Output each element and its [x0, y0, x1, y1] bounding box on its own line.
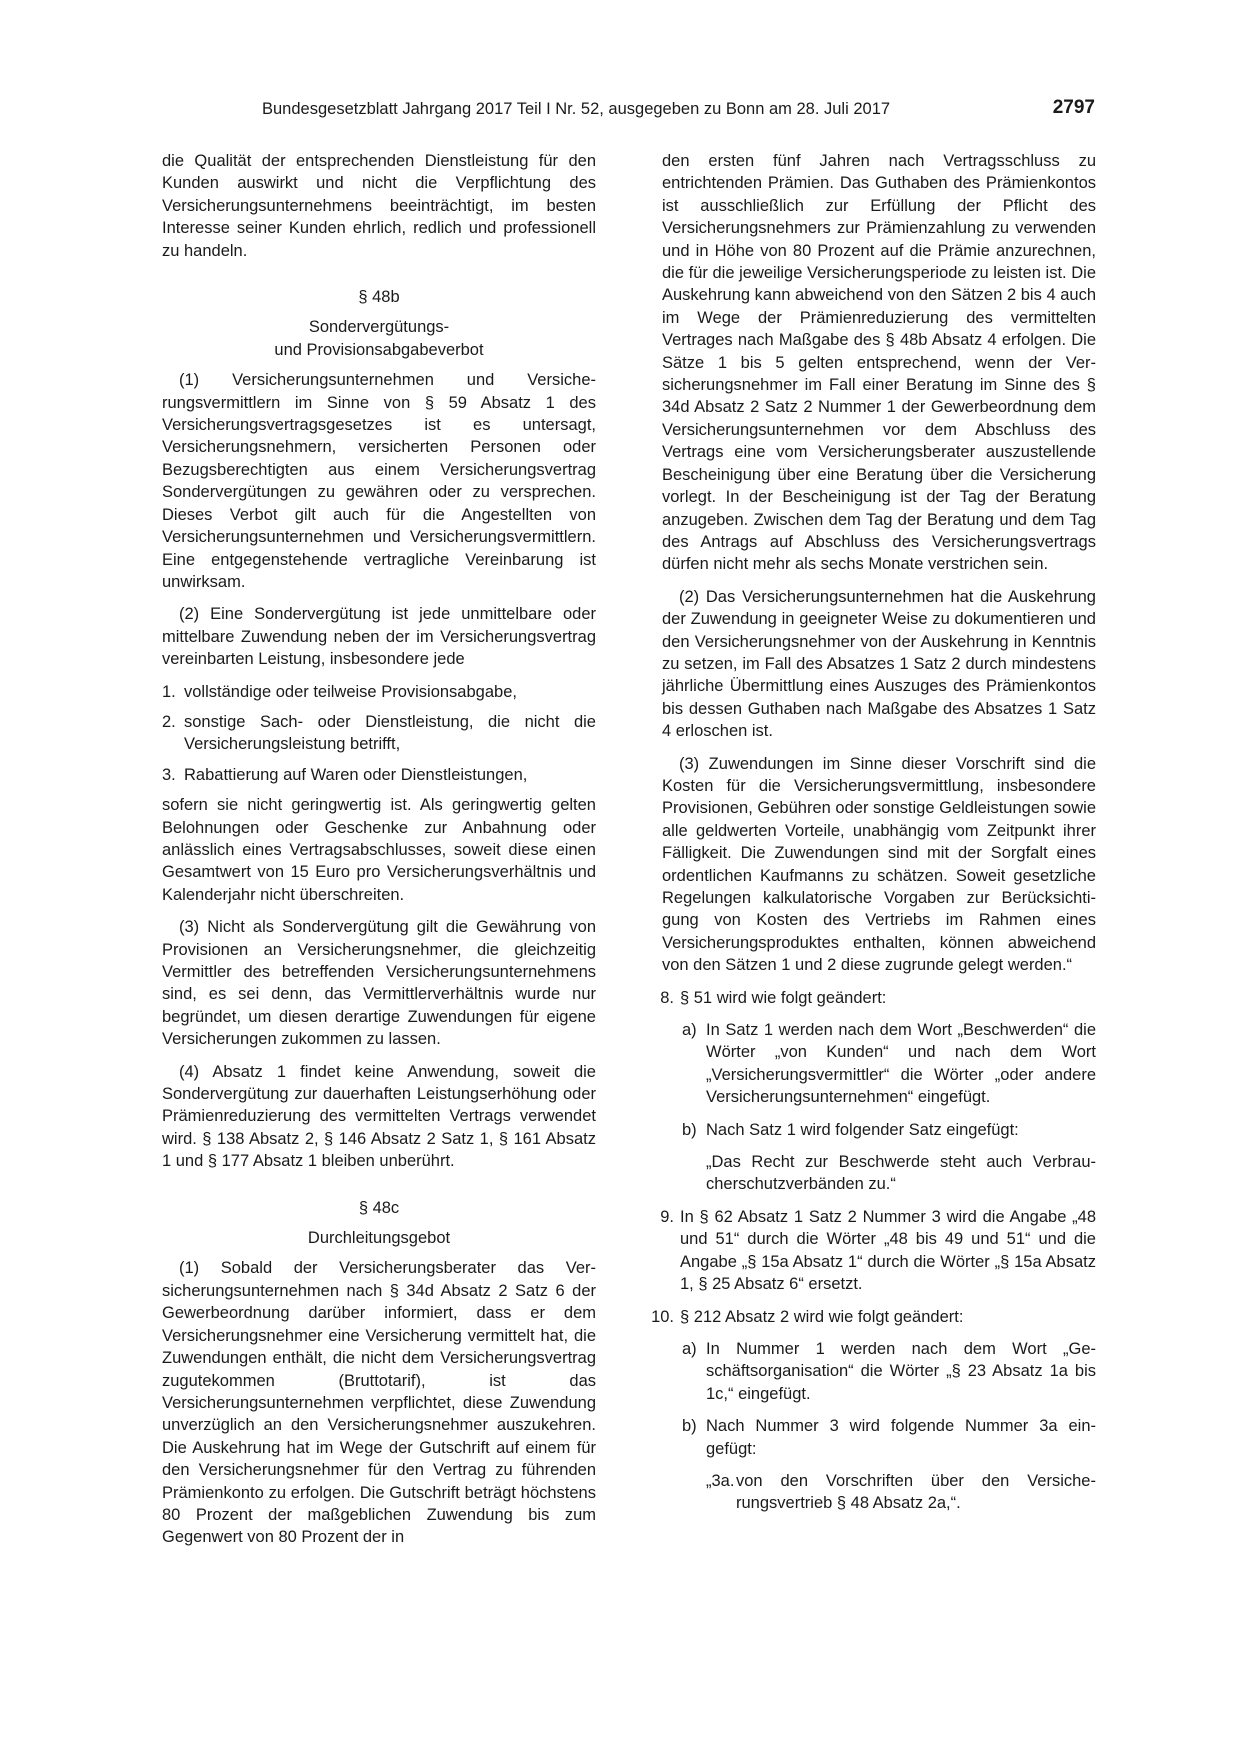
section-48c-heading: § 48c	[358, 1198, 400, 1217]
amendment-number: 9.	[660, 1207, 674, 1226]
sub-item-text: In Nummer 1 werden nach dem Wort „Geschäftsorganisation“ die Wörter „§ 23 Absatz 1a bis 1c,“ eingefügt.	[706, 1339, 1096, 1403]
quote-number: „3a.	[706, 1471, 735, 1490]
left-column	[162, 150, 596, 1559]
amendment-10	[651, 1306, 1096, 1328]
list-item-text: Rabattierung auf Waren oder Dienstleistungen,	[184, 765, 528, 784]
page-number: 2797	[1052, 97, 1095, 118]
amendment-text: § 51 wird wie folgt geändert:	[680, 988, 887, 1007]
journal-title: Bundesgesetzblatt Jahrgang 2017 Teil I Nr. 52, ausgegeben zu Bonn am 28. Juli 2017	[262, 100, 891, 118]
amendment-number: 10.	[651, 1307, 674, 1326]
list-item-text: vollständige oder teilweise Provisionsabgabe,	[184, 682, 517, 701]
list-item-number: 2.	[162, 712, 176, 731]
sub-item-text: Nach Nummer 3 wird folgende Nummer 3a eingefügt:	[706, 1417, 1096, 1458]
list-item	[162, 681, 596, 703]
s48c-paragraph-3: (3) Zuwendungen im Sinne dieser Vorschrift sind die Kosten für die Versicherungsvermittlung, insbesondere Provisionen, Gebühren oder sonstige Geldleistungen sowie alle geldwerten Vorteile, unabhängig vom Zeitpunkt ihrer Fälligkeit. Die Zuwendungen sind mit der Sorgfalt eines ordentlichen Kaufmanns zu schätzen. Soweit gesetzliche Regelungen kalkulatorische Vorgaben zur Berücksichtigung von Kosten des Vertriebs im Rahmen eines Versicherungsproduktes enthalten, können abweichend von den Sätzen 1 und 2 diese zugrunde gelegt werden.“	[662, 754, 1096, 975]
page-header	[262, 97, 1095, 124]
s48c-paragraph-1-continued: den ersten fünf Jahren nach Vertragsschluss zu entrichtenden Prämien. Das Guthaben des Prämienkontos ist ausschließlich zur Erfüllung der Pflicht des Versicherungsnehmers zur Prämienzahlung zu verwenden und in Höhe von 80 Prozent auf die Prämie anzurechnen, die für die jeweilige Versicherungsperiode zu leisten ist. Die Auskehrung kann abweichend von den Sätzen 2 bis 4 auch im Wege der Prämienreduzierung des vermittelten Vertrages nach Maßgabe des § 48b Absatz 4 erfolgen. Die Sätze 1 bis 5 gelten entsprechend, wenn der Versicherungsnehmer im Fall einer Beratung im Sinne des § 34d Absatz 2 Satz 2 Nummer 1 der Gewerbeordnung dem Versicherungsunternehmen vor dem Abschluss des Vertrags eine vom Versicherungsberater auszustellende Bescheinigung über eine Beratung über die Versicherung vorlegt. In der Bescheinigung ist der Tag der Beratung anzugeben. Zwischen dem Tag der Beratung und dem Tag des Antrags auf Abschluss des Versicherungsvertrags dürfen nicht mehr als sechs Monate verstrichen sein.	[662, 152, 1096, 574]
s48c-paragraph-2: (2) Das Versicherungsunternehmen hat die Auskehrung der Zuwendung in geeigneter Weise zu dokumentieren und den Versicherungsnehmer von der Auskehrung in Kenntnis zu setzen, im Fall des Absatzes 1 Satz 2 durch mindestens jährliche Übermittlung eines Auszuges des Prämienkontos bis dessen Guthaben nach Maßgabe des Absatzes 1 Satz 4 erloschen ist.	[662, 587, 1096, 741]
sub-item-letter: a)	[682, 1021, 697, 1040]
sub-item-letter: a)	[682, 1339, 697, 1358]
section-48b-title	[162, 316, 596, 361]
section-48b-heading: § 48b	[358, 288, 400, 307]
list-item	[162, 711, 596, 756]
sub-item-text: Nach Satz 1 wird folgender Satz eingefügt:	[706, 1120, 1019, 1139]
section-48c-title: Durchleitungsgebot	[307, 1229, 451, 1248]
list-item-text: sonstige Sach- oder Dienstleistung, die nicht die Versicherungsleistung betrifft,	[184, 712, 596, 754]
amendment-8b	[662, 1119, 1096, 1141]
amendment-8b-quote: „Das Recht zur Beschwerde steht auch Verbraucherschutzverbänden zu.“	[706, 1153, 1096, 1194]
list-item-number: 3.	[162, 765, 176, 784]
section-48b-title-line1: Sondervergütungs-	[308, 318, 450, 337]
amendment-number: 8.	[660, 988, 674, 1007]
section-48b-title-line2: und Provisionsabgabeverbot	[274, 340, 484, 359]
sub-item-text: In Satz 1 werden nach dem Wort „Beschwerden“ die Wörter „von Kunden“ und nach dem Wort „Versicherungsvermittler“ die Wörter „oder andere Versicherungsunternehmen“ eingefügt.	[706, 1021, 1096, 1107]
right-column	[651, 150, 1096, 1525]
amendment-8a	[662, 1019, 1096, 1109]
s48b-paragraph-1: (1) Versicherungsunternehmen und Versicherungsvermittlern im Sinne von § 59 Absatz 1 des Versicherungsvertragsgesetzes ist es untersagt, Versicherungsnehmern, versicherten Personen oder Bezugsberechtigten aus einem Versicherungsvertrag Sondervergütungen zu gewähren oder zu versprechen. Dieses Verbot gilt auch für die Angestellten von Versicherungsunternehmen und Versicherungsvermittlern. Eine entgegenstehende vertragliche Vereinbarung ist unwirksam.	[162, 371, 596, 591]
amendment-10a	[662, 1338, 1096, 1405]
intro-paragraph: die Qualität der entsprechenden Dienstleistung für den Kunden auswirkt und nicht die Verpflichtung des Versicherungsunternehmens beeinträchtigt, im besten Interesse seiner Kunden ehrlich, redlich und professionell zu handeln.	[162, 152, 596, 260]
s48b-paragraph-2-end: sofern sie nicht geringwertig ist. Als geringwertig gelten Belohnungen oder Geschenke zur Anbahnung oder anlässlich eines Vertragsabschlusses, soweit diese einen Gesamtwert von 15 Euro pro Versicherungsverhältnis und Kalenderjahr nicht überschreiten.	[162, 796, 596, 904]
sub-item-letter: b)	[682, 1417, 697, 1436]
s48b-paragraph-3: (3) Nicht als Sondervergütung gilt die Gewährung von Provisionen an Versicherungsnehmer, die gleichzeitig Vermittler des betreffenden Versicherungsunternehmens sind, es sei denn, das Vermittlerverhältnis wurde nur begründet, um diesen derartige Zuwendungen für eigene Versicherungen zukommen zu lassen.	[162, 918, 596, 1049]
quote-text: von den Vorschriften über den Versicherungsvertrieb § 48 Absatz 2a,“.	[736, 1471, 1096, 1513]
amendment-10b-quote	[662, 1470, 1096, 1515]
amendment-text: In § 62 Absatz 1 Satz 2 Nummer 3 wird die Angabe „48 und 51“ durch die Wörter „48 bis 49 und 51“ und die Angabe „§ 15a Absatz 1“ durch die Wörter „§ 15a Absatz 1, § 25 Absatz 6“ ersetzt.	[680, 1207, 1096, 1294]
sub-item-letter: b)	[682, 1120, 697, 1139]
amendment-8	[662, 987, 1096, 1009]
amendment-9	[662, 1206, 1096, 1296]
s48b-paragraph-4: (4) Absatz 1 findet keine Anwendung, soweit die Sondervergütung zur dauerhaften Leistungserhöhung oder Prämienreduzierung des vermittelten Vertrags verwendet wird. § 138 Absatz 2, § 146 Absatz 2 Satz 1, § 161 Absatz 1 und § 177 Absatz 1 bleiben unberührt.	[162, 1062, 596, 1171]
amendment-10b	[662, 1415, 1096, 1460]
list-item-number: 1.	[162, 682, 176, 701]
s48b-paragraph-2: (2) Eine Sondervergütung ist jede unmittelbare oder mittelbare Zuwendung neben der im Versicherungsvertrag vereinbarten Leistung, insbesondere jede	[162, 605, 596, 669]
list-item	[162, 764, 596, 786]
amendment-text: § 212 Absatz 2 wird wie folgt geändert:	[680, 1307, 964, 1326]
s48c-paragraph-1: (1) Sobald der Versicherungsberater das Versicherungsunternehmen nach § 34d Absatz 2 Satz 6 der Gewerbeordnung darüber informiert, dass er dem Versicherungsnehmer eine Versicherung vermittelt hat, die Zuwendungen enthält, die nicht dem Versicherungsvertrag zugutekommen (Bruttotarif), ist das Versicherungsunternehmen verpflichtet, diese Zuwendung unverzüglich an den Versicherungsnehmer auszukehren. Die Auskehrung hat im Wege der Gutschrift auf einem für den Versicherungsnehmer für den Vertrag zu führenden Prämienkonto zu erfolgen. Die Gutschrift beträgt höchstens 80 Prozent der maßgeblichen Zuwendung bis zum Gegenwert von 80 Prozent der in	[162, 1259, 596, 1547]
